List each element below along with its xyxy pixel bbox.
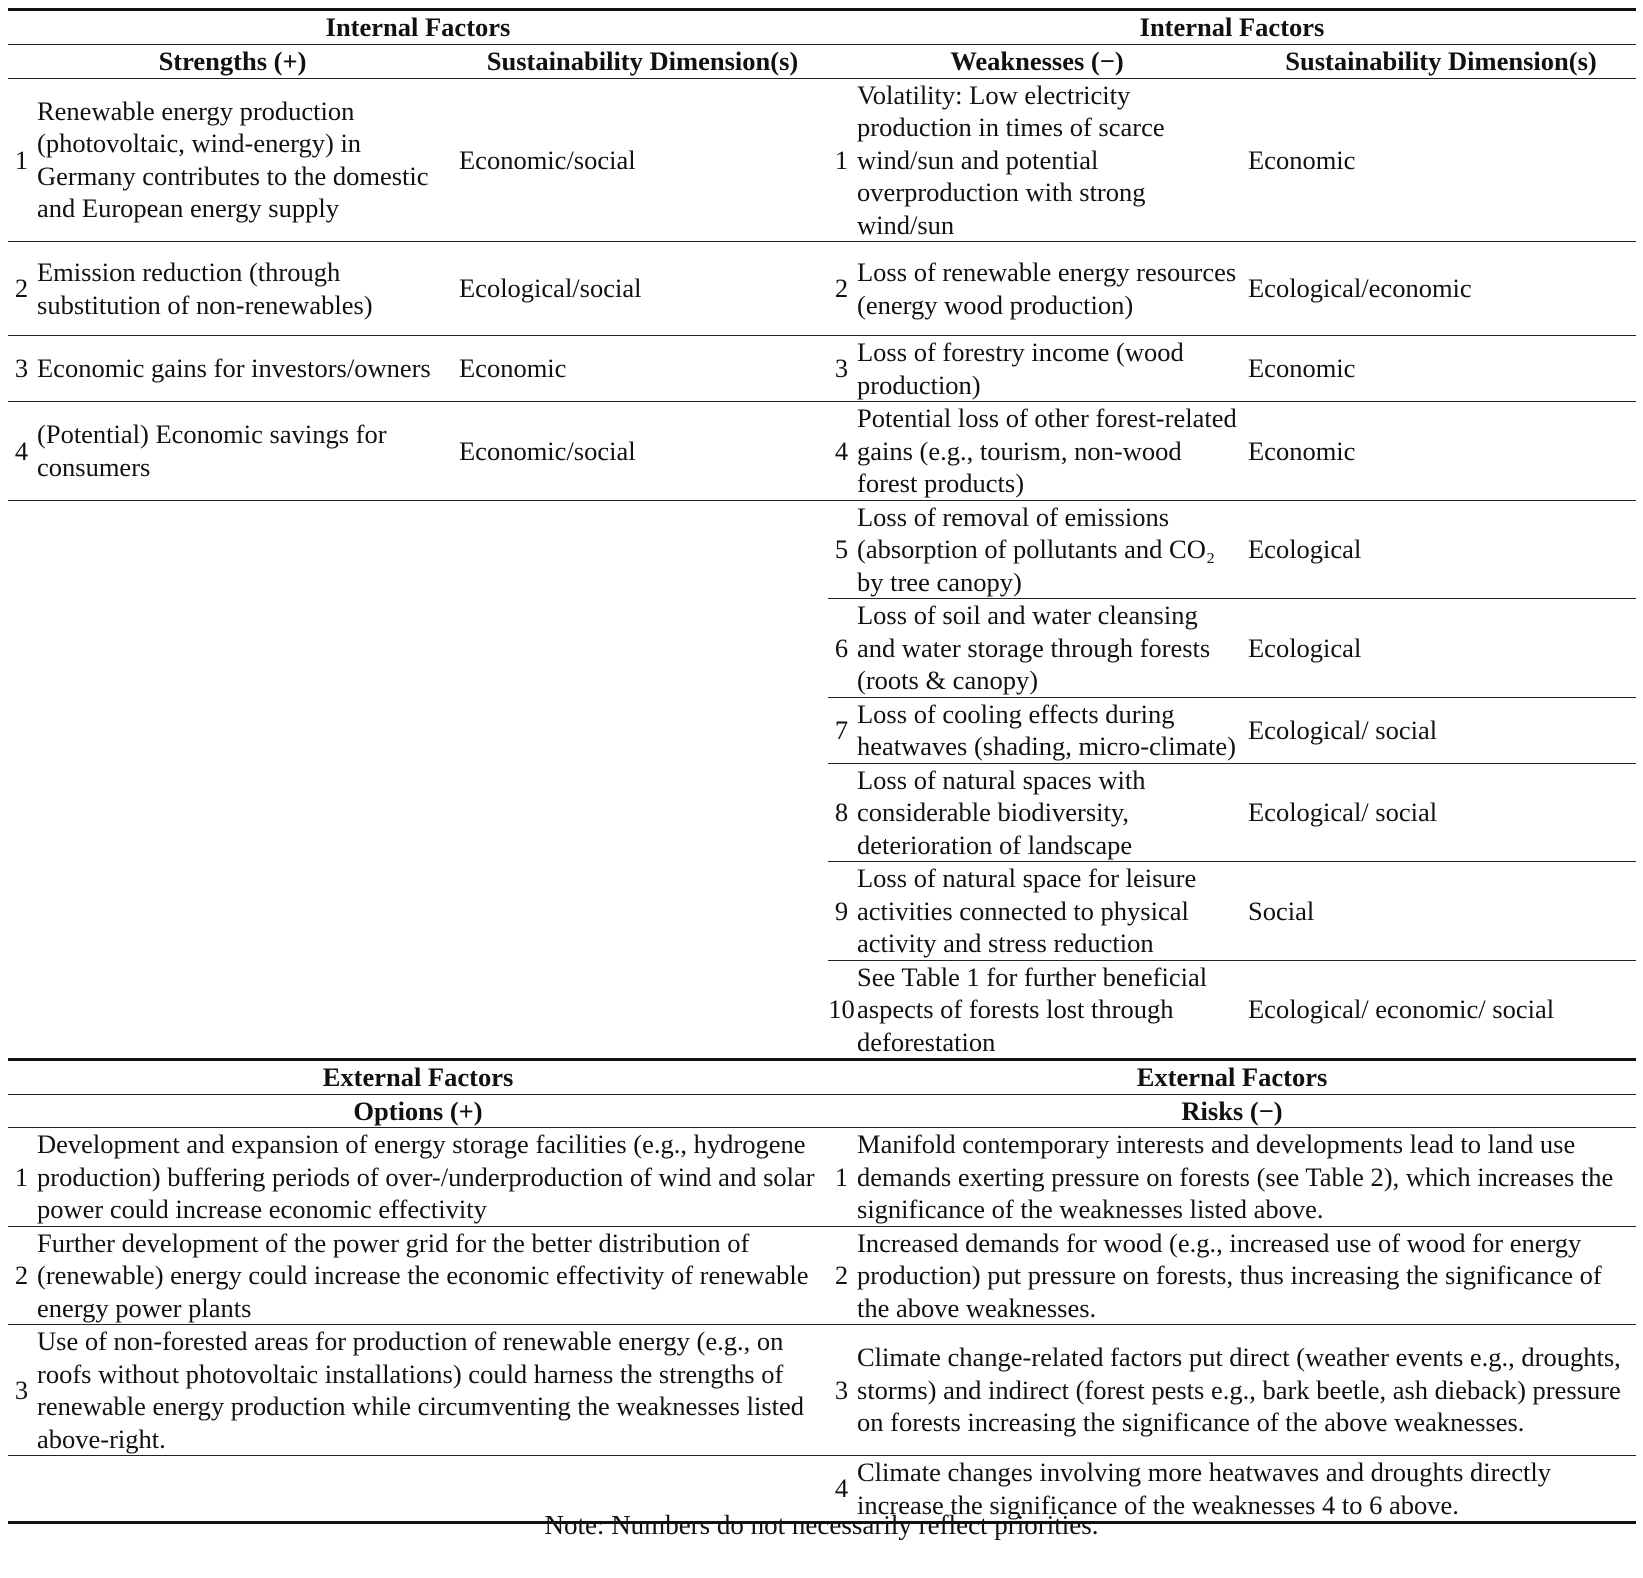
weakness-number: 8 [828, 763, 855, 862]
empty-cell [35, 862, 457, 961]
weakness-text: Volatility: Low electricity production in times of scarce wind/sun and potential overproduction with strong wind/sun [855, 78, 1246, 242]
internal-left-title: Internal Factors [8, 10, 828, 45]
empty-cell [8, 500, 35, 599]
external-header-row [8, 1094, 1636, 1128]
weakness-dimension: Ecological/ social [1246, 763, 1636, 862]
table-row [8, 697, 1636, 763]
option-text: Development and expansion of energy storage facilities (e.g., hydrogene production) buffering periods of over-/underproduction of wind and solar power could increase economic effectivity [35, 1128, 828, 1227]
table-row [8, 242, 1636, 336]
weakness-text: Loss of cooling effects during heatwaves (shading, micro-climate) [855, 697, 1246, 763]
table-row [8, 402, 1636, 501]
strength-dimension: Ecological/social [457, 242, 828, 336]
empty-cell [457, 862, 828, 961]
empty-cell [457, 697, 828, 763]
risk-text: Climate changes involving more heatwaves and droughts directly increase the significance of the weaknesses 4 to 6 above. [855, 1456, 1636, 1523]
external-left-title: External Factors [8, 1060, 828, 1095]
risks-header: Risks (−) [828, 1094, 1636, 1128]
weakness-dimension: Social [1246, 862, 1636, 961]
weakness-dimension: Ecological/ social [1246, 697, 1636, 763]
weakness-dimension: Ecological [1246, 500, 1636, 599]
empty-cell [457, 960, 828, 1060]
table-row [8, 960, 1636, 1060]
empty-cell [8, 862, 35, 961]
weakness-dimension: Ecological/ economic/ social [1246, 960, 1636, 1060]
strengths-header: Strengths (+) [8, 44, 457, 78]
weakness-text: Loss of forestry income (wood production) [855, 336, 1246, 402]
strength-number: 1 [8, 78, 35, 242]
weakness-text: Loss of natural space for leisure activities connected to physical activity and stress reduction [855, 862, 1246, 961]
table-row [8, 862, 1636, 961]
weakness-number: 10 [828, 960, 855, 1060]
weakness-number: 4 [828, 402, 855, 501]
empty-cell [8, 697, 35, 763]
weakness-number: 2 [828, 242, 855, 336]
weakness-text: Loss of removal of emissions (absorption of pollutants and CO₂ by tree canopy) [855, 500, 1246, 599]
empty-cell [8, 763, 35, 862]
table-row [8, 763, 1636, 862]
weakness-dimension: Economic [1246, 402, 1636, 501]
option-number: 1 [8, 1128, 35, 1227]
table-note: Note: Numbers do not necessarily reflect priorities. [544, 1510, 1099, 1540]
table-row [8, 1128, 1636, 1227]
options-header: Options (+) [8, 1094, 828, 1128]
risk-text: Manifold contemporary interests and developments lead to land use demands exerting pressure on forests (see Table 2), which increases the significance of the weaknesses listed above. [855, 1128, 1636, 1227]
strength-text: (Potential) Economic savings for consumers [35, 402, 457, 501]
strength-number: 2 [8, 242, 35, 336]
table-row [8, 1325, 1636, 1456]
strength-dimension: Economic/social [457, 78, 828, 242]
weakness-dimension: Ecological [1246, 599, 1636, 698]
weakness-number: 1 [828, 78, 855, 242]
strength-number: 3 [8, 336, 35, 402]
empty-cell [457, 599, 828, 698]
strength-dimension: Economic/social [457, 402, 828, 501]
swot-table [8, 8, 1636, 1524]
option-number: 3 [8, 1325, 35, 1456]
strength-dimension: Economic [457, 336, 828, 402]
external-title-row [8, 1060, 1636, 1095]
strength-text: Economic gains for investors/owners [35, 336, 457, 402]
risk-number: 1 [828, 1128, 855, 1227]
dimension-header-left: Sustainability Dimension(s) [457, 44, 828, 78]
empty-cell [457, 500, 828, 599]
strength-text: Emission reduction (through substitution of non-renewables) [35, 242, 457, 336]
risk-text: Climate change-related factors put direct (weather events e.g., droughts, storms) and indirect (forest pests e.g., bark beetle, ash dieback) pressure on forests increasing the significance of the above weaknesses. [855, 1325, 1636, 1456]
internal-right-title: Internal Factors [828, 10, 1636, 45]
option-text: Further development of the power grid for the better distribution of (renewable) energy could increase the economic effectivity of renewable energy power plants [35, 1226, 828, 1325]
weakness-text: Loss of renewable energy resources (energy wood production) [855, 242, 1246, 336]
weakness-dimension: Ecological/economic [1246, 242, 1636, 336]
internal-header-row [8, 44, 1636, 78]
empty-cell [35, 763, 457, 862]
weakness-number: 9 [828, 862, 855, 961]
option-number: 2 [8, 1226, 35, 1325]
external-right-title: External Factors [828, 1060, 1636, 1095]
table-row [8, 599, 1636, 698]
weakness-text: Potential loss of other forest-related gains (e.g., tourism, non-wood forest products) [855, 402, 1246, 501]
weakness-number: 3 [828, 336, 855, 402]
weakness-dimension: Economic [1246, 336, 1636, 402]
internal-title-row [8, 10, 1636, 45]
option-text: Use of non-forested areas for production of renewable energy (e.g., on roofs without photovoltaic installations) could harness the strengths of renewable energy production while circumventing the weaknesses listed above-right. [35, 1325, 828, 1456]
risk-text: Increased demands for wood (e.g., increased use of wood for energy production) put pressure on forests, thus increasing the significance of the above weaknesses. [855, 1226, 1636, 1325]
table-row [8, 500, 1636, 599]
weakness-text: See Table 1 for further beneficial aspects of forests lost through deforestation [855, 960, 1246, 1060]
table-row [8, 1226, 1636, 1325]
weakness-number: 5 [828, 500, 855, 599]
empty-cell [457, 763, 828, 862]
dimension-header-right: Sustainability Dimension(s) [1246, 44, 1636, 78]
empty-cell [8, 599, 35, 698]
empty-cell [35, 697, 457, 763]
empty-cell [35, 599, 457, 698]
empty-cell [35, 960, 457, 1060]
table-row [8, 78, 1636, 242]
strength-text: Renewable energy production (photovoltaic, wind-energy) in Germany contributes to the domestic and European energy supply [35, 78, 457, 242]
risk-number: 2 [828, 1226, 855, 1325]
weakness-text: Loss of natural spaces with considerable biodiversity, deterioration of landscape [855, 763, 1246, 862]
weakness-number: 7 [828, 697, 855, 763]
weakness-dimension: Economic [1246, 78, 1636, 242]
risk-number: 3 [828, 1325, 855, 1456]
table-row [8, 336, 1636, 402]
weakness-number: 6 [828, 599, 855, 698]
empty-cell [35, 500, 457, 599]
risk-number: 4 [828, 1456, 855, 1523]
weakness-text: Loss of soil and water cleansing and water storage through forests (roots & canopy) [855, 599, 1246, 698]
weaknesses-header: Weaknesses (−) [828, 44, 1246, 78]
strength-number: 4 [8, 402, 35, 501]
empty-cell [8, 960, 35, 1060]
